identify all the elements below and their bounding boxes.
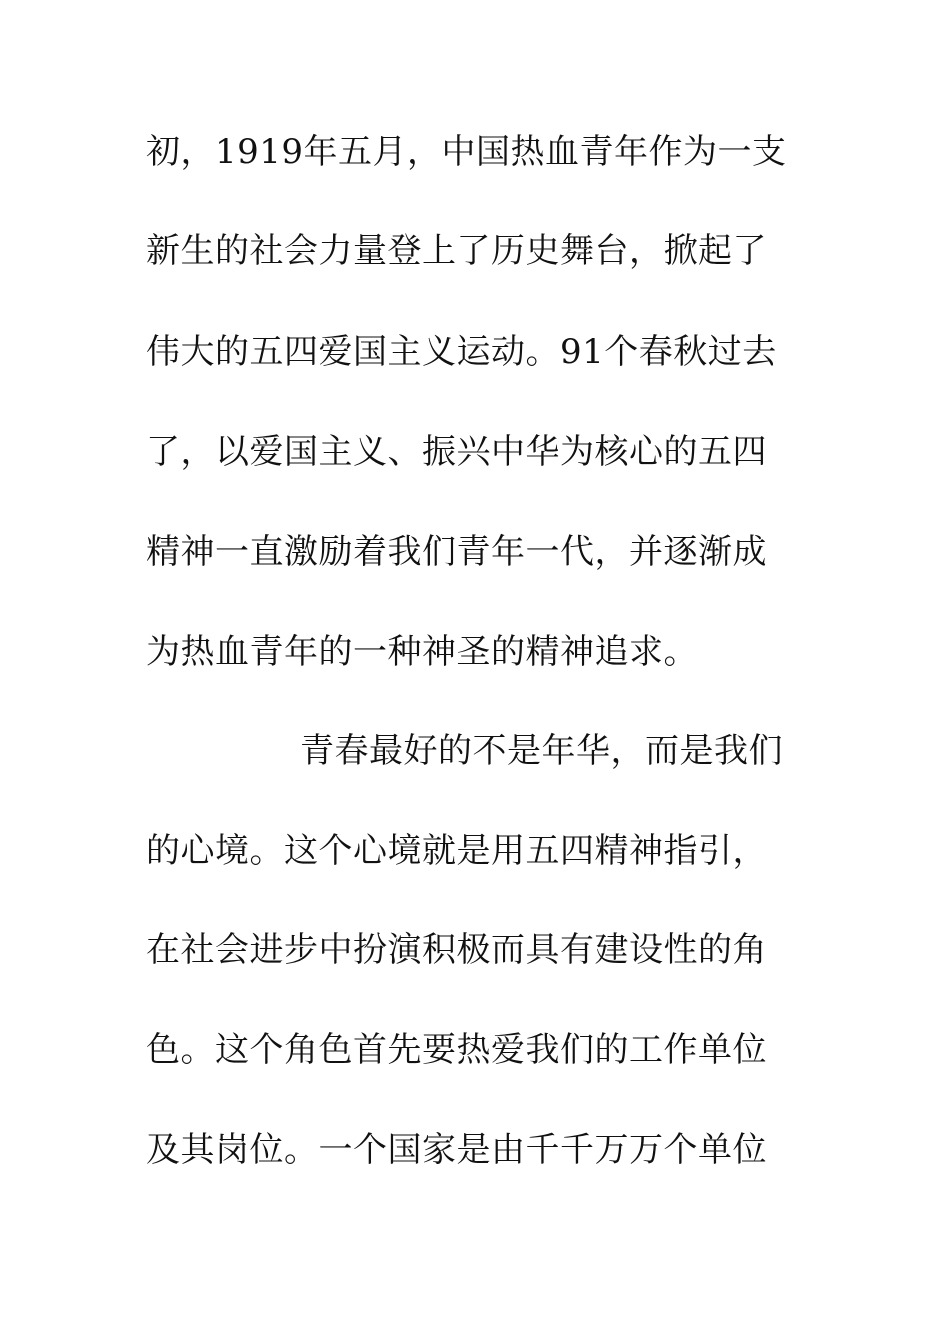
paragraph-first-line: 青春最好的不是年华，而是我们 [300, 731, 783, 771]
text-line: 伟大的五四爱国主义运动。91个春秋过去 [146, 332, 777, 372]
text-line: 在社会进步中扮演积极而具有建设性的角 [146, 930, 767, 970]
text-line: 及其岗位。一个国家是由千千万万个单位 [146, 1130, 767, 1170]
text-line: 的心境。这个心境就是用五四精神指引， [146, 831, 767, 871]
text-line: 为热血青年的一种神圣的精神追求。 [146, 632, 698, 672]
text-line: 初，1919年五月，中国热血青年作为一支 [146, 132, 787, 172]
text-line: 了，以爱国主义、振兴中华为核心的五四 [146, 432, 767, 472]
text-line: 精神一直激励着我们青年一代，并逐渐成 [146, 532, 767, 572]
text-line: 新生的社会力量登上了历史舞台，掀起了 [146, 231, 767, 271]
text-line: 色。这个角色首先要热爱我们的工作单位 [146, 1030, 767, 1070]
